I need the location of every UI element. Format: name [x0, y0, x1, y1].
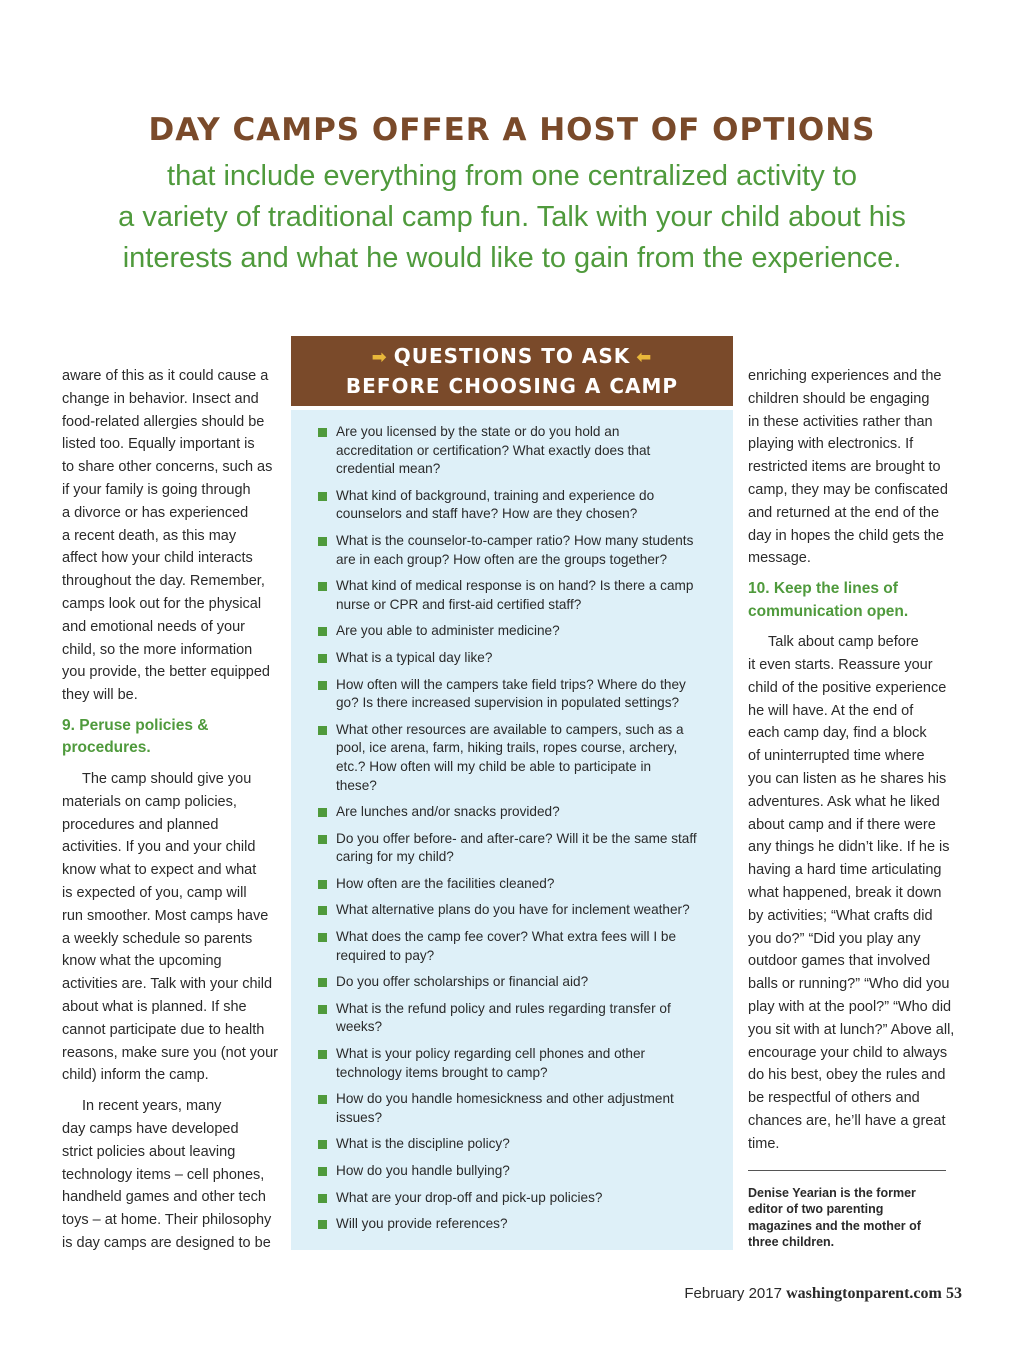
question-line: counselors and staff have? How are they chosen?: [336, 506, 638, 522]
author-bio: [748, 1185, 958, 1251]
text-line: three children.: [748, 1235, 835, 1250]
questions-box: [291, 410, 733, 1250]
text-line: he will have. At the end of: [748, 702, 914, 719]
square-bullet-icon: [318, 537, 327, 546]
question-item: [291, 1090, 733, 1127]
question-line: How do you handle homesickness and other adjustment: [336, 1091, 674, 1107]
question-item: [291, 532, 733, 569]
text-line: time.: [748, 1135, 780, 1152]
text-line: outdoor games that involved: [748, 953, 931, 970]
square-bullet-icon: [318, 492, 327, 501]
text-line: handheld games and other tech: [62, 1189, 266, 1206]
text-line: magazines and the mother of: [748, 1218, 921, 1233]
square-bullet-icon: [318, 627, 327, 636]
question-text: [336, 1135, 717, 1154]
text-line: listed too. Equally important is: [62, 436, 255, 453]
text-line: about camp and if there were: [748, 816, 936, 833]
square-bullet-icon: [318, 681, 327, 690]
text-line: message.: [748, 550, 811, 567]
text-line: enriching experiences and the: [748, 368, 942, 384]
text-line: you can listen as he shares his: [748, 770, 947, 787]
text-line: day camps have developed: [62, 1120, 239, 1137]
square-bullet-icon: [318, 654, 327, 663]
question-line: Are you licensed by the state or do you hold an: [336, 424, 620, 439]
text-line: communication open.: [748, 602, 909, 620]
text-line: toys – at home. Their philosophy: [62, 1212, 272, 1229]
text-line: activities. If you and your child: [62, 839, 256, 856]
text-line: procedures and planned: [62, 816, 219, 833]
question-line: What alternative plans do you have for inclement weather?: [336, 902, 690, 918]
text-line: In recent years, many: [82, 1098, 222, 1115]
question-text: [336, 721, 717, 795]
text-line: know what to expect and what: [62, 862, 257, 879]
text-line: camps look out for the physical: [62, 595, 262, 612]
question-text: [336, 1045, 717, 1082]
question-text: [336, 1215, 717, 1234]
question-line: go? Is there increased supervision in populated settings?: [336, 695, 680, 711]
text-line: Denise Yearian is the former: [748, 1186, 916, 1200]
text-line: change in behavior. Insect and: [62, 390, 259, 407]
text-line: technology items – cell phones,: [62, 1166, 265, 1183]
question-line: What kind of background, training and experience do: [336, 487, 655, 503]
question-item: [291, 423, 733, 479]
question-item: [291, 973, 733, 992]
right-para-1: [748, 365, 966, 570]
page-number: 53: [946, 1285, 962, 1302]
question-text: [336, 973, 717, 992]
text-line: what happened, break it down: [748, 884, 942, 901]
square-bullet-icon: [318, 1005, 327, 1014]
text-line: in these activities rather than: [748, 413, 933, 430]
question-line: accreditation or certification? What exactly does that: [336, 442, 651, 458]
text-line: restricted items are brought to: [748, 459, 941, 476]
subhead: [60, 156, 964, 279]
text-line: throughout the day. Remember,: [62, 573, 265, 590]
question-item: [291, 649, 733, 668]
text-line: activities are. Talk with your child: [62, 976, 273, 993]
question-text: [336, 1000, 717, 1037]
question-line: Are lunches and/or snacks provided?: [336, 804, 560, 820]
square-bullet-icon: [318, 1050, 327, 1059]
text-line: food-related allergies should be: [62, 413, 265, 430]
question-item: [291, 830, 733, 867]
text-line: about what is planned. If she: [62, 998, 247, 1015]
text-line: a recent death, as this may: [62, 527, 237, 544]
question-line: weeks?: [336, 1019, 383, 1035]
text-line: having a hard time articulating: [748, 862, 942, 879]
text-line: adventures. Ask what he liked: [748, 793, 940, 810]
text-line: each camp day, find a block: [748, 725, 927, 742]
square-bullet-icon: [318, 933, 327, 942]
question-item: [291, 803, 733, 822]
square-bullet-icon: [318, 808, 327, 817]
text-line: be respectful of others and: [748, 1090, 920, 1107]
text-line: 9. Peruse policies &: [62, 716, 209, 734]
square-bullet-icon: [318, 726, 327, 735]
question-line: What is the refund policy and rules regarding transfer of: [336, 1000, 671, 1016]
question-text: [336, 901, 717, 920]
right-column: [748, 365, 966, 1156]
left-para-3: [62, 1095, 280, 1255]
text-line: editor of two parenting: [748, 1202, 884, 1217]
subhead-line: that include everything from one centralized activity to: [167, 160, 857, 192]
question-line: What other resources are available to campers, such as a: [336, 721, 684, 737]
left-para-2: [62, 768, 280, 1087]
question-line: nurse or CPR and first-aid certified staff?: [336, 596, 582, 612]
text-line: they will be.: [62, 687, 138, 704]
question-item: [291, 1189, 733, 1208]
question-line: What kind of medical response is on hand? Is there a camp: [336, 578, 694, 594]
question-line: How often will the campers take field trips? Where do they: [336, 676, 686, 692]
text-line: camp, they may be confiscated: [748, 481, 948, 498]
question-text: [336, 1090, 717, 1127]
right-para-2: [748, 631, 966, 1155]
text-line: balls or running?” “Who did you: [748, 976, 950, 993]
text-line: affect how your child interacts: [62, 550, 253, 567]
text-line: if your family is going through: [62, 481, 251, 498]
text-line: any things he didn’t like. If he is: [748, 839, 950, 856]
text-line: and emotional needs of your: [62, 618, 245, 635]
question-line: Do you offer before- and after-care? Will it be the same staff: [336, 830, 697, 846]
text-line: to share other concerns, such as: [62, 459, 273, 476]
text-line: play with at the pool?” “Who did: [748, 998, 952, 1015]
question-line: these?: [336, 777, 377, 793]
section-9-heading: [62, 715, 280, 760]
text-line: you do?” “Did you play any: [748, 930, 921, 947]
text-line: 10. Keep the lines of: [748, 580, 898, 598]
question-text: [336, 1162, 717, 1181]
question-line: What is a typical day like?: [336, 649, 493, 665]
square-bullet-icon: [318, 582, 327, 591]
question-line: What is the discipline policy?: [336, 1136, 510, 1152]
question-line: What are your drop-off and pick-up policies?: [336, 1189, 603, 1205]
page-footer: [684, 1285, 962, 1303]
text-line: know what the upcoming: [62, 953, 222, 970]
question-text: [336, 423, 717, 479]
question-text: [336, 622, 717, 641]
question-text: [336, 1189, 717, 1208]
left-column: [62, 365, 280, 1255]
text-line: a divorce or has experienced: [62, 504, 249, 521]
questions-list: [291, 423, 733, 1242]
question-text: [336, 532, 717, 569]
text-line: The camp should give you: [82, 770, 252, 787]
text-line: it even starts. Reassure your: [748, 656, 933, 673]
text-line: strict policies about leaving: [62, 1143, 236, 1160]
text-line: and returned at the end of the: [748, 504, 940, 521]
square-bullet-icon: [318, 1167, 327, 1176]
square-bullet-icon: [318, 1194, 327, 1203]
question-line: caring for my child?: [336, 849, 454, 865]
square-bullet-icon: [318, 1095, 327, 1104]
text-line: children should be engaging: [748, 390, 930, 407]
question-item: [291, 1000, 733, 1037]
question-line: How do you handle bullying?: [336, 1163, 510, 1178]
question-line: What does the camp fee cover? What extra fees will I be: [336, 929, 677, 945]
questions-title-line-2: BEFORE CHOOSING A CAMP: [345, 374, 679, 398]
text-line: by activities; “What crafts did: [748, 907, 933, 924]
question-item: [291, 676, 733, 713]
square-bullet-icon: [318, 880, 327, 889]
question-line: How often are the facilities cleaned?: [336, 875, 555, 891]
question-line: etc.? How often will my child be able to participate in: [336, 758, 652, 774]
question-line: required to pay?: [336, 947, 435, 963]
text-line: Talk about camp before: [768, 634, 919, 651]
question-text: [336, 487, 717, 524]
question-item: [291, 487, 733, 524]
square-bullet-icon: [318, 835, 327, 844]
question-text: [336, 577, 717, 614]
bio-divider: [748, 1170, 946, 1171]
arrow-left-icon: ⬅: [636, 347, 653, 368]
text-line: you sit with at lunch?” Above all,: [748, 1021, 955, 1038]
text-line: materials on camp policies,: [62, 793, 237, 810]
text-line: is day camps are designed to be: [62, 1234, 271, 1251]
question-item: [291, 577, 733, 614]
text-line: chances are, he’ll have a great: [748, 1112, 946, 1129]
question-text: [336, 830, 717, 867]
question-item: [291, 1162, 733, 1181]
square-bullet-icon: [318, 1140, 327, 1149]
text-line: reasons, make sure you (not your: [62, 1044, 278, 1061]
question-line: issues?: [336, 1109, 383, 1125]
question-item: [291, 622, 733, 641]
text-line: is expected of you, camp will: [62, 884, 247, 901]
text-line: you provide, the better equipped: [62, 664, 270, 681]
text-line: playing with electronics. If: [748, 436, 914, 453]
footer-date: February 2017: [684, 1285, 782, 1302]
text-line: aware of this as it could cause a: [62, 368, 269, 384]
question-text: [336, 803, 717, 822]
question-item: [291, 1215, 733, 1234]
question-item: [291, 928, 733, 965]
text-line: do his best, obey the rules and: [748, 1067, 946, 1084]
question-item: [291, 901, 733, 920]
text-line: child, so the more information: [62, 641, 253, 658]
text-line: procedures.: [62, 739, 151, 757]
square-bullet-icon: [318, 906, 327, 915]
question-line: Are you able to administer medicine?: [336, 623, 560, 639]
text-line: cannot participate due to health: [62, 1021, 265, 1038]
questions-box-header: [291, 336, 733, 406]
square-bullet-icon: [318, 978, 327, 987]
question-text: [336, 649, 717, 668]
question-item: [291, 721, 733, 795]
question-item: [291, 875, 733, 894]
question-item: [291, 1135, 733, 1154]
text-line: of uninterrupted time where: [748, 748, 925, 765]
text-line: a weekly schedule so parents: [62, 930, 253, 947]
questions-title-line-1: [291, 342, 733, 372]
text-line: day in hopes the child gets the: [748, 527, 944, 544]
headline: DAY CAMPS OFFER A HOST OF OPTIONS: [148, 112, 876, 148]
question-line: What is the counselor-to-camper ratio? How many students: [336, 532, 694, 548]
arrow-right-icon: ➡: [371, 347, 388, 368]
question-line: credential mean?: [336, 461, 441, 477]
text-line: run smoother. Most camps have: [62, 907, 269, 924]
subhead-line: a variety of traditional camp fun. Talk with your child about his: [118, 201, 906, 233]
question-line: What is your policy regarding cell phones and other: [336, 1046, 646, 1062]
question-text: [336, 875, 717, 894]
subhead-line: interests and what he would like to gain from the experience.: [122, 242, 902, 274]
section-10-heading: [748, 578, 966, 623]
square-bullet-icon: [318, 428, 327, 437]
text-line: encourage your child to always: [748, 1044, 948, 1061]
question-item: [291, 1045, 733, 1082]
left-para-1: [62, 365, 280, 707]
text-line: child of the positive experience: [748, 679, 947, 696]
footer-site: washingtonparent.com: [786, 1285, 942, 1302]
question-text: [336, 928, 717, 965]
question-line: technology items brought to camp?: [336, 1064, 548, 1080]
question-line: are in each group? How often are the groups together?: [336, 551, 668, 567]
text-line: child) inform the camp.: [62, 1067, 209, 1084]
questions-title-text: QUESTIONS TO ASK: [393, 344, 631, 368]
question-text: [336, 676, 717, 713]
question-line: pool, ice arena, farm, hiking trails, ropes course, archery,: [336, 740, 678, 756]
square-bullet-icon: [318, 1220, 327, 1229]
question-line: Do you offer scholarships or financial aid?: [336, 974, 589, 990]
question-line: Will you provide references?: [336, 1216, 508, 1232]
